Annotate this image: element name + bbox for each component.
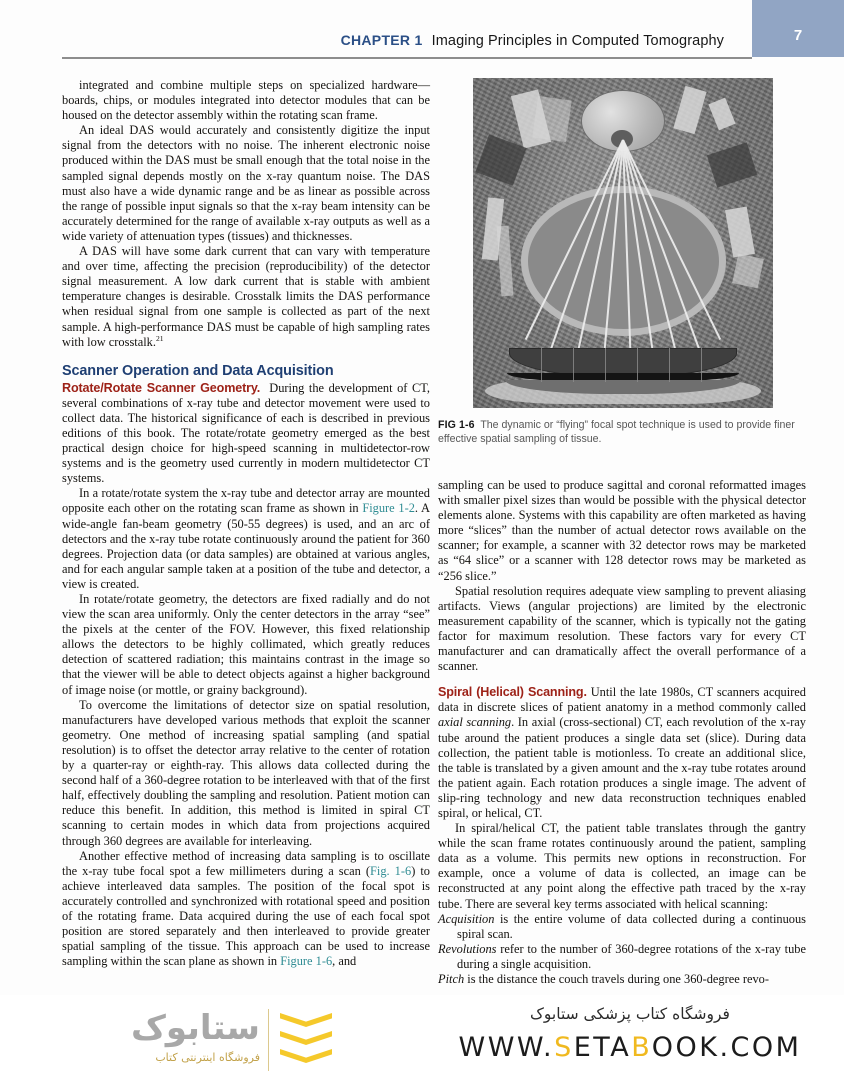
url-middle: ETA — [573, 1032, 632, 1063]
paragraph-text: A DAS will have some dark current that can vary with temperature and over time, affecting the precision (reproducibility) of the detector signal measurement. A low dark current that is stable with ambient temperature changes is desirable. Crosstalk limits the DAS performance when residual signal from one sample is collected as part of the next sample. A high-performance DAS must be capable of high sampling rates with low crosstalk. — [62, 244, 430, 349]
paragraph-with-xref — [62, 486, 430, 592]
term-definition-item — [438, 942, 806, 972]
detector-base — [505, 380, 741, 394]
gantry-part — [532, 96, 572, 142]
url-letter-s: S — [554, 1032, 574, 1063]
footer-branding — [430, 1001, 830, 1063]
term-definition: is the distance the couch travels during one 360-degree revo- — [464, 972, 769, 986]
term-definition: refer to the number of 360-degree rotations of the x-ray tube during a single acquisition. — [457, 941, 806, 971]
runin-heading: Spiral (Helical) Scanning. — [438, 685, 587, 700]
term-name: Revolutions — [438, 941, 497, 956]
xref-posttext: , and — [332, 954, 357, 969]
chevron-icon — [280, 1011, 338, 1071]
runin-body: During the development of CT, several combinations of x-ray tube and detector movement were used to collect data. The historical significance of each is described in previous editions of this book. The rotate/rotate geometry emerged as the best practical design choice for high-speed scanning in multidetector-row systems and is the geometry used currently in modern multidetector CT systems. — [62, 380, 430, 486]
term-definition: is the entire volume of data collected during a continuous spiral scan. — [457, 911, 806, 941]
term-definition-list — [438, 912, 806, 987]
url-letter-b: B — [631, 1032, 652, 1063]
runin-body-pre: Until the late 1980s, CT scanners acquired data in discrete slices of patient anatomy in a method commonly called — [438, 685, 807, 715]
detector-seam — [637, 348, 638, 382]
header-text — [341, 32, 724, 49]
right-text-column — [438, 478, 806, 990]
paragraph: In spiral/helical CT, the patient table translates through the gantry while the scan frame rotates continuously around the patient, sampling data as a volume. This permits new options in reconstruction. For example, once a volume of data is collected, an image can be reconstructed at any point along the effective path traced by the x-ray tube. There are several key terms associated with helical scanning: — [438, 821, 806, 911]
italic-term: axial scanning — [438, 715, 512, 730]
chapter-label: CHAPTER 1 — [340, 32, 423, 48]
header-rule — [62, 57, 752, 59]
chevron-icon — [280, 1031, 332, 1045]
figure-block — [438, 78, 806, 446]
figure-cross-reference-link[interactable]: Figure 1-2 — [362, 501, 415, 516]
xref-pretext: Another effective method of increasing data sampling is to oscillate the x-ray tube focal spot a few millimeters during a scan ( — [62, 848, 430, 878]
paragraph: An ideal DAS would accurately and consistently digitize the input signal from the detectors with no noise. The inherent electronic noise produced within the DAS must be small enough that the total noise in the sampled signal depends mostly on the x-ray quantum noise. The DAS must also have a wide dynamic range and be as linear as possible across the range of possible input signals so that the x-ray beam intensity can be accurately determined for the range of available x-ray outputs as well as a wide variety of attenuation types (tissues) and thicknesses. — [62, 123, 430, 243]
footer-watermark — [0, 995, 844, 1080]
chevron-icon — [280, 1049, 332, 1063]
runin-paragraph — [62, 381, 430, 487]
figure-image — [473, 78, 773, 408]
paragraph: sampling can be used to produce sagittal and coronal reformatted images with smaller pixel sizes than would be possible with the physical detector elements alone. Systems with this capability are often marketed as having more “slices” than the number of actual detector rows available on the scanner; for example, a scanner with 32 detector rows may be marketed as “64 slice” or a scanner with 128 detector rows may be marketed as “256 slice.” — [438, 478, 806, 583]
url-prefix: WWW. — [458, 1032, 555, 1063]
figure-caption — [438, 418, 806, 446]
detector-seam — [541, 348, 542, 382]
paragraph-with-xref — [62, 849, 430, 970]
figure-label: FIG 1-6 — [438, 419, 475, 431]
detector-seam — [573, 348, 574, 382]
logo-divider — [268, 1009, 269, 1071]
chevron-icon — [280, 1013, 332, 1027]
running-head — [0, 0, 844, 66]
paragraph: In rotate/rotate geometry, the detectors are fixed radially and do not view the scan area uniformly. Only the center detectors in the array “see” the pixels at the center of the FOV. However, this fixed relationship allows the detectors to be highly collimated, which greatly reduces detection of scattered radiation; this maintains contrast in the image so that the viewer will be able to detect objects against a higher background of image noise (or mottle, or grainy background). — [62, 592, 430, 697]
detector-seam — [605, 348, 606, 382]
paragraph: To overcome the limitations of detector size on spatial resolution, manufacturers have developed various methods that exploit the scanner geometry. One method of increasing spatial sampling (and spatial resolution) is to offset the detector array relative to the center of rotation by a quarter-ray or eighth-ray. This allows data collected during the second half of a 360-degree rotation to be interleaved with that of the first half, effectively doubling the sampling and resolution. Patient motion can reduce this benefit. In addition, this method is limited in spiral CT scanning to certain modes in which data from projections acquired through 360 degrees are available for interleaving. — [62, 697, 430, 848]
figure-cross-reference-link[interactable]: Figure 1-6 — [280, 954, 333, 969]
paragraph-with-footnote — [62, 244, 430, 350]
term-definition-item — [438, 972, 806, 987]
figure-cross-reference-link[interactable]: Fig. 1-6 — [370, 863, 412, 878]
logo-wordmark: ستابوک — [131, 1008, 260, 1048]
xref-midtext: ) to achieve interleaved data samples. The position of the focal spot is accurately controlled and synchronized with rotational speed and position of the rotating frame. Data acquired during the use of each focal spot position are stored separately and then interleaved to provide greater spatial sampling of the tissue. This approach can be used to increase sampling within the scan plane as shown in — [62, 863, 430, 969]
detector-seam — [669, 348, 670, 382]
section-heading: Scanner Operation and Data Acquisition — [62, 362, 334, 379]
page-number: 7 — [793, 27, 803, 44]
runin-body-post: . In axial (cross-sectional) CT, each revolution of the x-ray tube around the patient produces a single data set (slice). During data collection, the patient table is motionless. To create an additional slice, the table is translated by a given amount and the x-ray tube rotates around the patient again. Each rotation produces a single image. The advent of slip-ring technology and new data reconstruction techniques enabled spiral, or helical, CT. — [438, 715, 806, 820]
setabook-logo — [72, 1003, 322, 1075]
term-definition-item — [438, 912, 806, 942]
footer-website-url[interactable] — [430, 1032, 830, 1063]
runin-paragraph — [438, 685, 806, 821]
detector-seam — [701, 348, 702, 382]
chapter-title: Imaging Principles in Computed Tomography — [431, 33, 724, 49]
footer-tagline: فروشگاه کتاب پزشکی ستابوک — [530, 1005, 730, 1023]
xref-posttext: . A wide-angle fan-beam geometry (50-55 degrees) is used, and an arc of detectors and the x-ray tube rotate continuously around the patient for 360 degrees. Projection data (or data samples) are obtained at various angles, and for each angular sample taken at a position of the tube and detector, a view is created. — [62, 501, 430, 591]
runin-heading: Rotate/Rotate Scanner Geometry. — [62, 380, 261, 395]
paragraph: integrated and combine multiple steps on specialized hardware—boards, chips, or modules integrated into detector modules that can be housed on the detector assembly within the rotating scan frame. — [62, 78, 430, 123]
xref-pretext: In a rotate/rotate system the x-ray tube and detector array are mounted opposite each other on the rotating scan frame as shown in — [62, 486, 430, 516]
term-name: Acquisition — [438, 911, 495, 926]
logo-subtitle: فروشگاه اینترنتی کتاب — [155, 1051, 260, 1064]
term-name: Pitch — [438, 972, 465, 986]
figure-caption-text: The dynamic or “flying” focal spot technique is used to provide finer effective spatial sampling of tissue. — [438, 419, 795, 445]
detector-arc — [503, 346, 743, 398]
url-suffix: OOK.COM — [651, 1032, 802, 1063]
footnote-marker: 21 — [155, 333, 164, 343]
left-text-column — [62, 78, 430, 990]
paragraph: Spatial resolution requires adequate view sampling to prevent aliasing artifacts. Views (angular projections) are limited by the electronic measurement capability of the scanner, which is typically not the gating factor for maximum resolution. These factors vary for every CT manufacturer and can dramatically affect the overall performance of a scanner. — [438, 583, 806, 674]
